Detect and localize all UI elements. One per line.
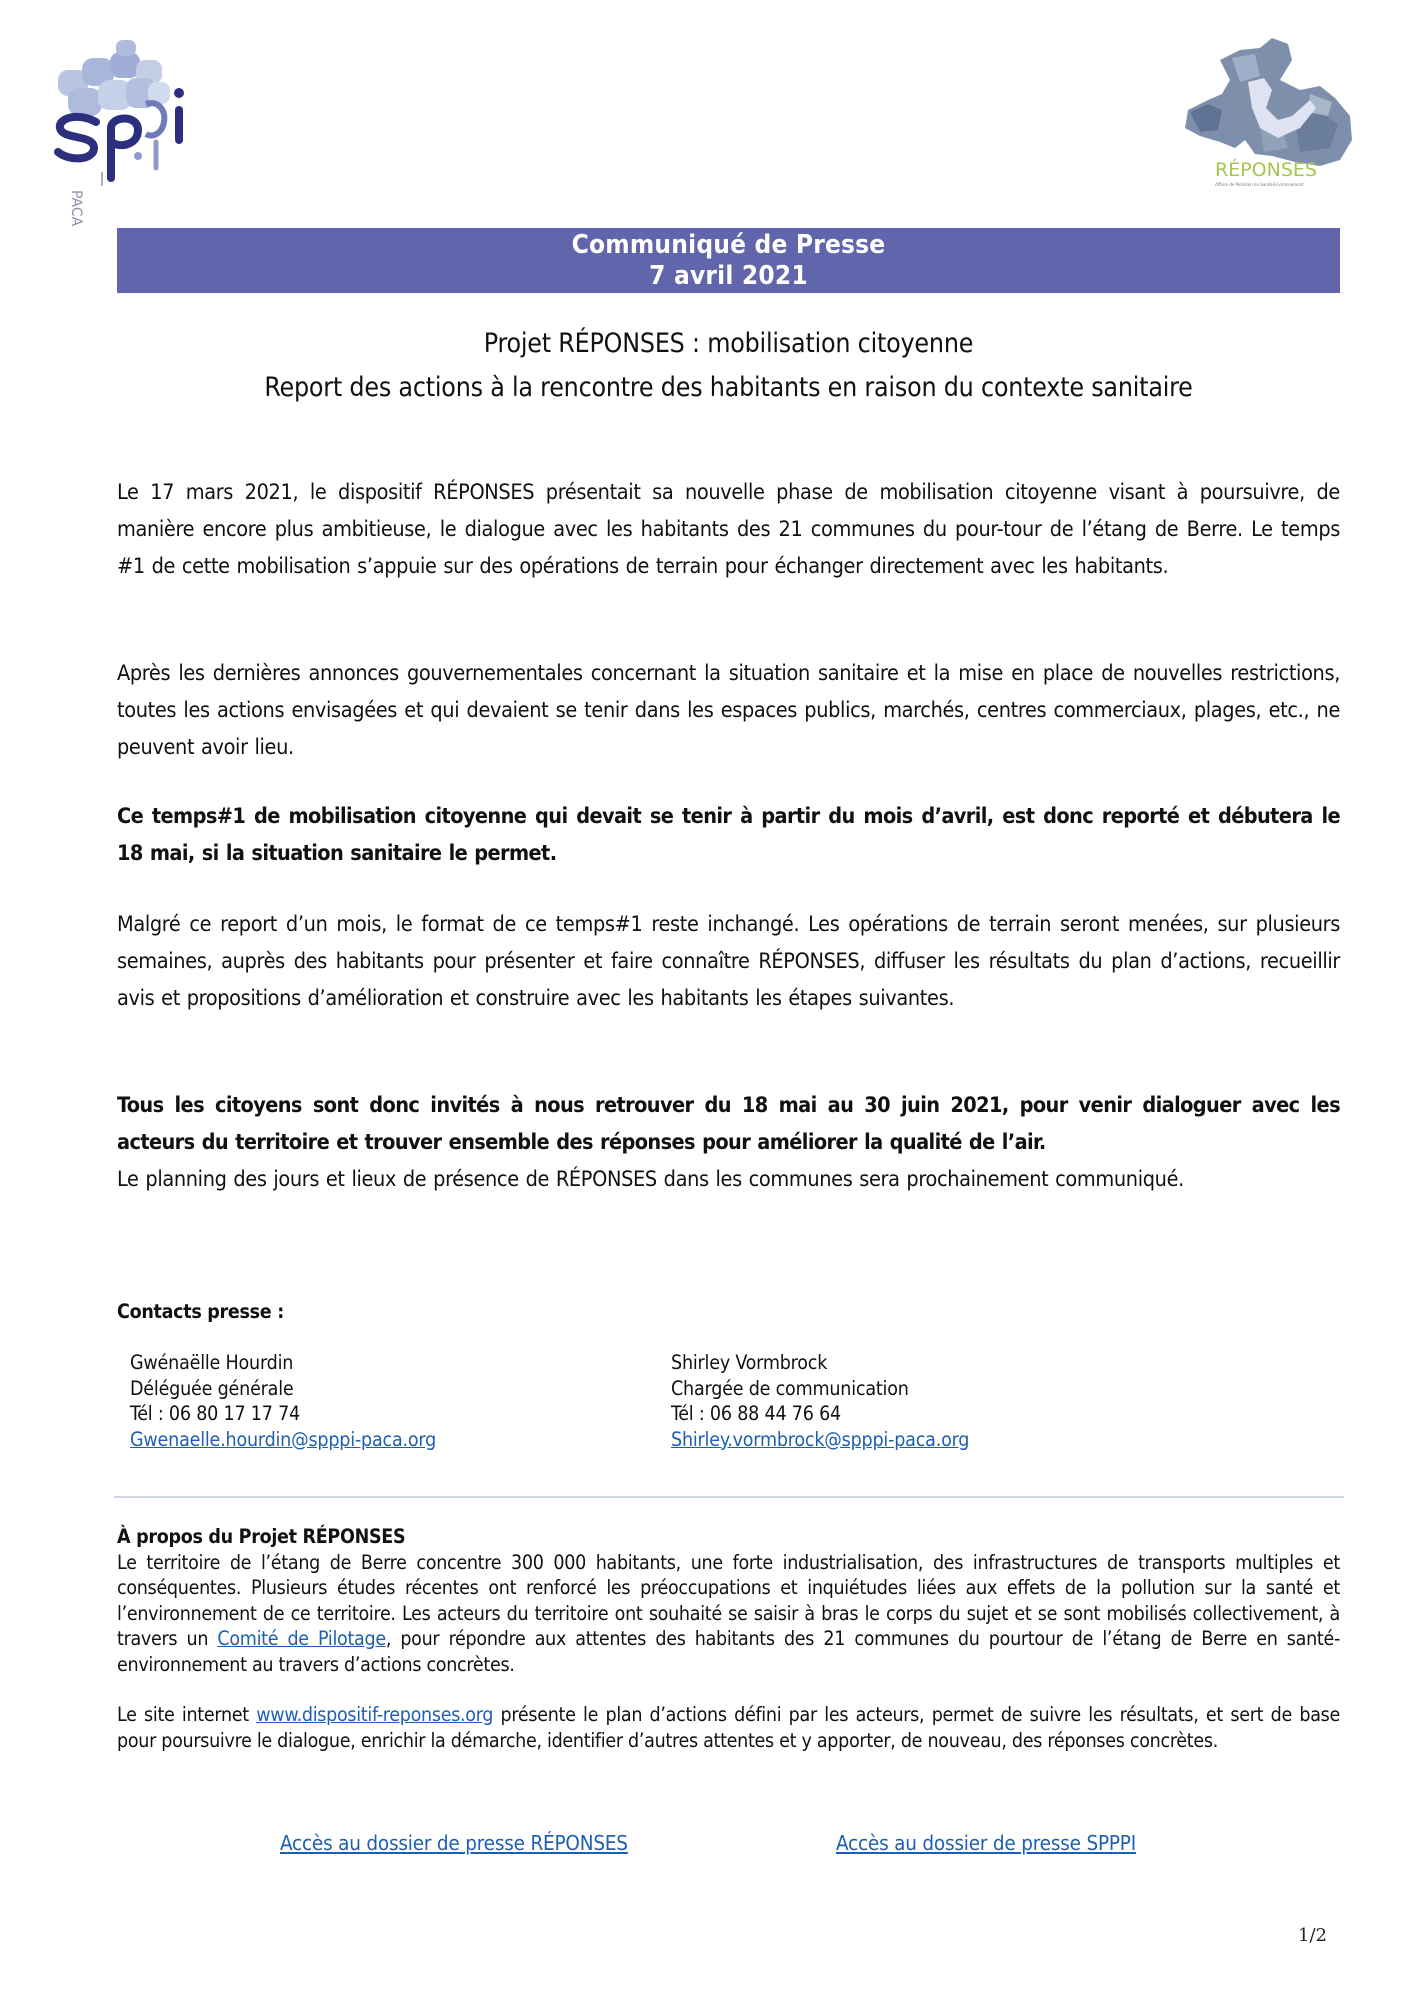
website-link[interactable]: www.dispositif-reponses.org	[256, 1703, 494, 1726]
section-divider	[114, 1496, 1344, 1498]
press-kit-reponses-link[interactable]: Accès au dossier de presse RÉPONSES	[280, 1831, 628, 1855]
press-release-date: 7 avril 2021	[649, 261, 808, 291]
body-paragraph-5-highlight: Tous les citoyens sont donc invités à nous retrouver du 18 mai au 30 juin 2021, pour venir dialoguer avec les acteurs du territoire et trouver ensemble des réponses pour améliorer la qualité de l’air.	[117, 1093, 1340, 1155]
contact-email-link[interactable]: Shirley.vormbrock@spppi-paca.org	[671, 1427, 970, 1451]
contact-phone: Tél : 06 88 44 76 64	[671, 1402, 841, 1425]
contact-phone: Tél : 06 80 17 17 74	[130, 1402, 300, 1425]
document-title: Projet RÉPONSES : mobilisation citoyenne	[483, 328, 974, 359]
contacts-heading: Contacts presse :	[117, 1300, 284, 1323]
spppi-logo-graphic	[38, 30, 188, 227]
press-kit-spppi-link[interactable]: Accès au dossier de presse SPPPI	[836, 1831, 1136, 1855]
press-release-label: Communiqué de Presse	[571, 230, 886, 260]
contact-card	[671, 1350, 969, 1452]
about-paragraph-1	[117, 1550, 1340, 1678]
about-text: , pour répondre aux attentes des habitants des 21 communes du pourtour de l’étang de Berre en santé-environnement au travers d’actions concrètes.	[117, 1627, 1340, 1676]
contact-name: Gwénaëlle Hourdin	[130, 1351, 294, 1374]
contact-role: Chargée de communication	[671, 1376, 909, 1400]
contact-role: Déléguée générale	[130, 1376, 294, 1400]
about-section	[117, 1524, 1340, 1753]
about-heading: À propos du Projet RÉPONSES	[117, 1525, 406, 1548]
about-text: Le site internet	[117, 1703, 257, 1726]
logo-reponses-tagline: Affaire de Pollution en Santé-Environnement	[1215, 182, 1304, 187]
reponses-logo-graphic	[1160, 20, 1375, 195]
body-paragraph-4: Malgré ce report d’un mois, le format de ce temps#1 reste inchangé. Les opérations de terrain seront menées, sur plusieurs semaines, auprès des habitants pour présenter et faire connaître RÉPONSES, diffuser les résultats du plan d’actions, recueillir avis et propositions d’amélioration et construire avec les habitants les étapes suivantes.	[117, 912, 1340, 1011]
spppi-paca-logo	[38, 30, 188, 227]
comite-de-pilotage-link[interactable]: Comité de Pilotage	[217, 1627, 386, 1650]
contact-name: Shirley Vormbrock	[671, 1351, 828, 1374]
page-number: 1/2	[1298, 1925, 1327, 1946]
press-release-header-band	[117, 228, 1340, 293]
document-subtitle: Report des actions à la rencontre des habitants en raison du contexte sanitaire	[264, 372, 1193, 403]
body-paragraph-3-highlight: Ce temps#1 de mobilisation citoyenne qui devait se tenir à partir du mois d’avril, est donc reporté et débutera le 18 mai, si la situation sanitaire le permet.	[117, 804, 1340, 866]
about-text: présente le plan d’actions défini par les acteurs, permet de suivre les résultats, et sert de base pour poursuivre le dialogue, enrichir la démarche, identifier d’autres attentes et y apporter, de nouveau, des réponses concrètes.	[117, 1703, 1340, 1752]
body-paragraph-1: Le 17 mars 2021, le dispositif RÉPONSES présentait sa nouvelle phase de mobilisation citoyenne visant à poursuivre, de manière encore plus ambitieuse, le dialogue avec les habitants des 21 communes du pour-tour de l’étang de Berre. Le temps #1 de cette mobilisation s’appuie sur des opérations de terrain pour échanger directement avec les habitants.	[117, 480, 1340, 579]
logo-paca-text: PACA	[68, 190, 84, 227]
body-paragraph-6: Le planning des jours et lieux de présence de RÉPONSES dans les communes sera prochainement communiqué.	[117, 1167, 1184, 1192]
contact-card	[130, 1350, 436, 1452]
contact-email-link[interactable]: Gwenaelle.hourdin@spppi-paca.org	[130, 1427, 437, 1451]
about-paragraph-2	[117, 1702, 1340, 1753]
reponses-logo	[1160, 20, 1375, 195]
about-text: Le territoire de l’étang de Berre concentre 300 000 habitants, une forte industrialisation, des infrastructures de transports multiples et conséquentes. Plusieurs études récentes ont renforcé les préoccupations et inquiétudes liées aux effets de la pollution sur la santé et l’environnement de ce territoire. Les acteurs du territoire ont souhaité se saisir à bras le corps du sujet et se sont mobilisés collectivement, à travers un	[117, 1550, 1340, 1650]
body-paragraph-2: Après les dernières annonces gouvernementales concernant la situation sanitaire et la mise en place de nouvelles restrictions, toutes les actions envisagées et qui devaient se tenir dans les espaces publics, marchés, centres commerciaux, plages, etc., ne peuvent avoir lieu.	[117, 661, 1340, 760]
logo-reponses-text: RÉPONSES	[1215, 159, 1317, 181]
